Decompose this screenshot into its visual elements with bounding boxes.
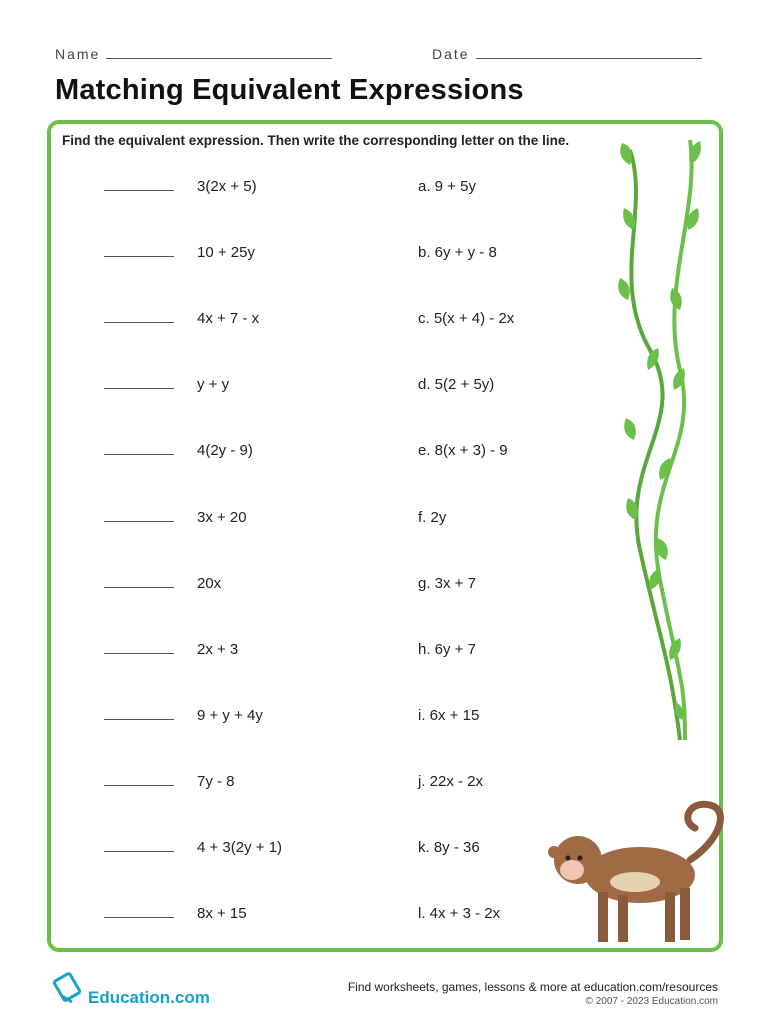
answer-blank[interactable] [104, 785, 174, 786]
answer-option: d. 5(2 + 5y) [418, 376, 495, 394]
expression: 3x + 20 [197, 508, 247, 526]
answer-blank[interactable] [104, 190, 174, 191]
education-logo-icon [52, 972, 86, 1006]
footer-resources: Find worksheets, games, lessons & more at education.com/resources [347, 980, 718, 994]
date-label: Date [432, 46, 470, 62]
exercise-row [0, 178, 600, 202]
exercise-row [0, 905, 600, 929]
answer-blank[interactable] [104, 322, 174, 323]
answer-option: b. 6y + y - 8 [418, 244, 497, 262]
answer-blank[interactable] [104, 521, 174, 522]
page-title: Matching Equivalent Expressions [55, 74, 524, 106]
expression: 3(2x + 5) [197, 178, 257, 195]
education-logo-text: Education.com [88, 988, 210, 1007]
expression: 7y - 8 [197, 772, 235, 790]
answer-blank[interactable] [104, 719, 174, 720]
expression: 4 + 3(2y + 1) [197, 839, 283, 856]
exercise-row [0, 310, 600, 334]
answer-blank[interactable] [104, 917, 174, 918]
exercise-row [0, 707, 600, 731]
answer-option: k. 8y - 36 [418, 839, 480, 856]
name-label: Name [55, 46, 101, 62]
answer-option: j. 22x - 2x [418, 772, 484, 790]
answer-option: a. 9 + 5y [418, 178, 476, 195]
expression: 2x + 3 [197, 640, 239, 658]
answer-option: c. 5(x + 4) - 2x [418, 310, 515, 328]
date-field[interactable] [432, 46, 702, 62]
expression: 9 + y + 4y [197, 706, 263, 724]
exercise-row [0, 839, 600, 863]
expression: 10 + 25y [197, 244, 255, 262]
answer-option: f. 2y [418, 508, 447, 526]
answer-blank[interactable] [104, 851, 174, 852]
exercise-row [0, 575, 600, 599]
answer-option: i. 6x + 15 [418, 706, 480, 724]
exercise-row [0, 773, 600, 797]
exercise-row [0, 376, 600, 400]
expression: 8x + 15 [197, 905, 247, 923]
answer-option: g. 3x + 7 [418, 574, 476, 592]
monkey-illustration [540, 800, 730, 950]
exercise-row [0, 641, 600, 665]
expression: 4x + 7 - x [197, 310, 260, 328]
answer-blank[interactable] [104, 587, 174, 588]
instructions: Find the equivalent expression. Then write the corresponding letter on the line. [62, 133, 570, 148]
answer-blank[interactable] [104, 256, 174, 257]
name-line[interactable] [106, 46, 332, 59]
answer-blank[interactable] [104, 454, 174, 455]
vine-illustration [590, 120, 720, 760]
date-line[interactable] [476, 46, 702, 59]
answer-blank[interactable] [104, 388, 174, 389]
copyright: © 2007 - 2023 Education.com [585, 996, 718, 1007]
answer-option: l. 4x + 3 - 2x [418, 905, 501, 923]
expression: y + y [197, 376, 230, 394]
answer-blank[interactable] [104, 653, 174, 654]
name-field[interactable] [55, 46, 332, 62]
expression: 4(2y - 9) [197, 442, 253, 460]
exercise-row [0, 244, 600, 268]
answer-option: e. 8(x + 3) - 9 [418, 442, 508, 460]
expression: 20x [197, 574, 222, 592]
answer-option: h. 6y + 7 [418, 640, 476, 658]
exercise-row [0, 442, 600, 466]
exercise-row [0, 509, 600, 533]
